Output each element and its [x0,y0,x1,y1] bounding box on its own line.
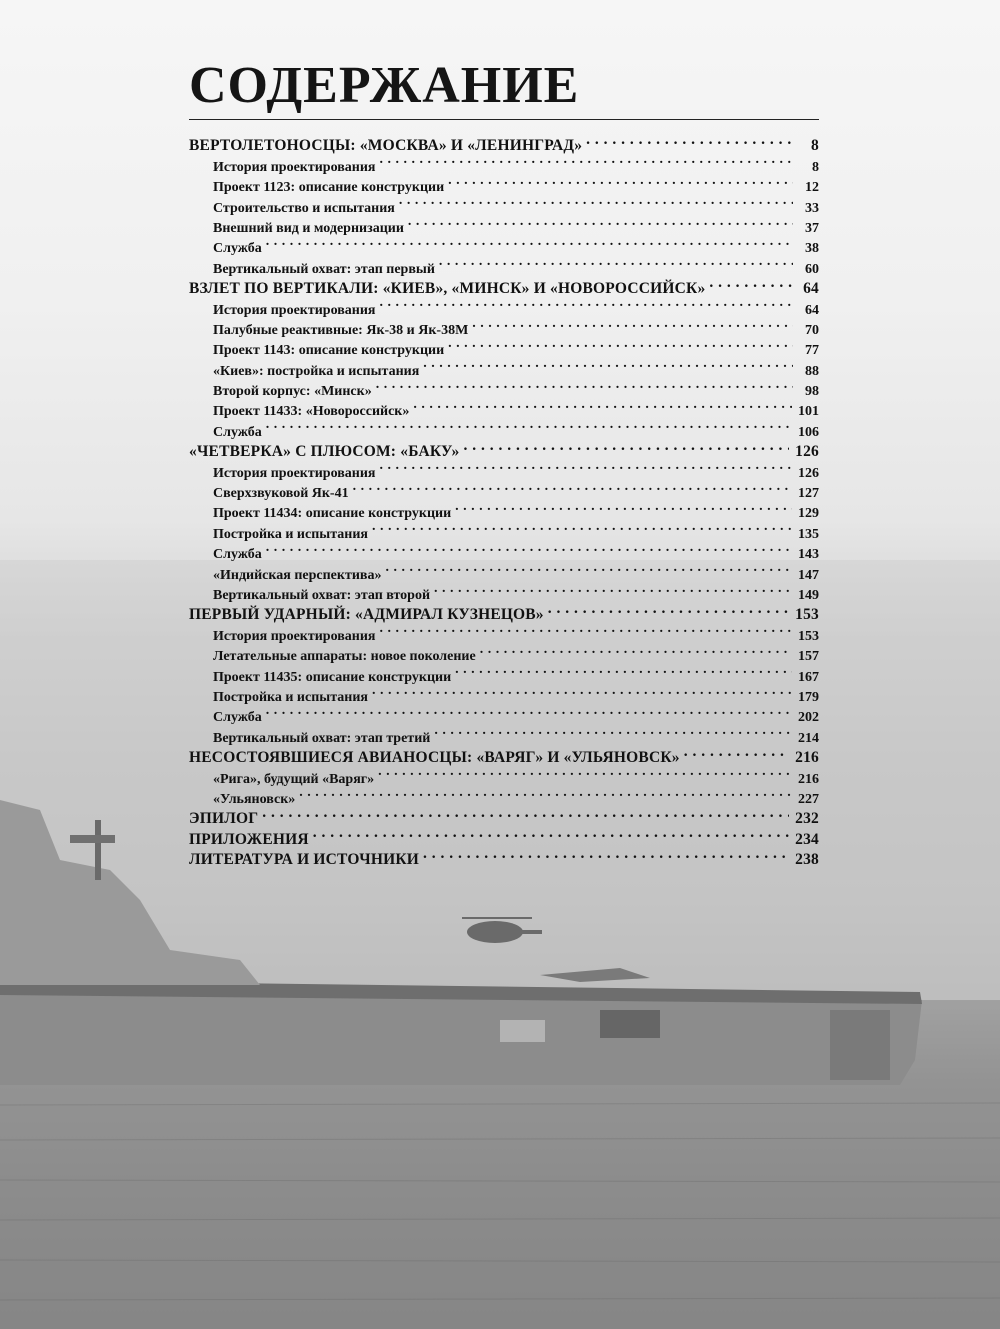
toc-entry-label: Сверхзвуковой Як-41 [213,486,349,502]
toc-entry-page-number: 126 [795,443,819,461]
toc-entry-page-number: 153 [795,606,819,624]
toc-dot-leader [266,701,792,721]
toc-entry-label: Проект 1123: описание конструкции [213,180,445,196]
toc-dot-leader [372,681,792,701]
toc-entry-page-number: 126 [798,465,819,481]
toc-chapter-entry[interactable] [189,823,819,848]
toc-dot-leader [299,783,792,803]
toc-dot-leader [455,660,792,680]
toc-entry-page-number: 143 [798,547,819,563]
ship-lifeboat [500,1020,545,1042]
toc-entry-label: История проектирования [213,302,376,318]
toc-entry-label: Служба [213,424,262,440]
toc-chapter-entry[interactable] [189,130,819,155]
toc-dot-leader [372,517,792,537]
toc-entry-page-number: 98 [805,384,819,400]
toc-entry-label: Служба [213,241,262,257]
toc-chapter-entry[interactable] [189,436,819,461]
toc-entry-label: Служба [213,710,262,726]
toc-entry-label: Постройка и испытания [213,689,368,705]
toc-entry-label: Палубные реактивные: Як-38 и Як-38М [213,322,469,338]
table-of-contents [189,56,819,869]
toc-entry-page-number: 8 [812,159,819,175]
toc-entry-page-number: 214 [798,730,819,746]
toc-dot-leader [434,721,792,741]
toc-section-entry[interactable] [189,558,819,583]
toc-entry-page-number: 70 [805,322,819,338]
ship-stern-block [830,1010,890,1080]
toc-entry-label: ВЕРТОЛЕТОНОСЦЫ: «МОСКВА» И «ЛЕНИНГРАД» [189,137,583,155]
ship-mast [95,820,101,880]
page-title: СОДЕРЖАНИЕ [189,57,580,114]
toc-entry-label: Строительство и испытания [213,200,395,216]
toc-entry-label: «Киев»: постройка и испытания [213,363,420,379]
toc-entry-label: Второй корпус: «Минск» [213,384,372,400]
toc-entry-label: ПЕРВЫЙ УДАРНЫЙ: «АДМИРАЛ КУЗНЕЦОВ» [189,606,544,624]
toc-entry-label: ПРИЛОЖЕНИЯ [189,830,309,848]
toc-dot-leader [385,558,792,578]
toc-entry-label: «Индийская перспектива» [213,567,382,583]
toc-entry-page-number: 149 [798,587,819,603]
toc-entry-page-number: 106 [798,424,819,440]
toc-entry-page-number: 157 [798,649,819,665]
toc-dot-leader [378,762,792,782]
toc-dot-leader [423,844,789,864]
toc-entry-label: История проектирования [213,465,376,481]
toc-entry-page-number: 33 [805,200,819,216]
toc-dot-leader [408,212,793,232]
toc-entry-label: Проект 1143: описание конструкции [213,343,445,359]
toc-entry-page-number: 60 [805,261,819,277]
toc-entry-page-number: 38 [805,241,819,257]
toc-dot-leader [262,803,789,823]
toc-dot-leader [313,823,789,843]
toc-entry-label: Вертикальный охват: этап второй [213,587,431,603]
title-rule [189,119,819,120]
toc-dot-leader [448,334,793,354]
toc-section-entry[interactable] [189,721,819,746]
toc-dot-leader [464,436,790,456]
toc-entry-page-number: 232 [795,810,819,828]
toc-dot-leader [266,232,793,252]
toc-entry-label: «Ульяновск» [213,791,296,807]
toc-entry-page-number: 234 [795,830,819,848]
toc-chapter-entry[interactable] [189,803,819,828]
toc-dot-leader [376,375,793,395]
toc-entry-page-number: 227 [798,791,819,807]
toc-entry-page-number: 88 [805,363,819,379]
toc-entry-page-number: 202 [798,710,819,726]
toc-entry-page-number: 101 [798,404,819,420]
toc-dot-leader [434,579,792,599]
toc-dot-leader [480,640,792,660]
toc-entry-label: ЭПИЛОГ [189,810,259,828]
toc-entry-page-number: 216 [798,771,819,787]
toc-dot-leader [380,150,793,170]
toc-section-entry[interactable] [189,232,819,257]
toc-entry-page-number: 77 [805,343,819,359]
toc-entry-label: История проектирования [213,628,376,644]
toc-entry-label: Летательные аппараты: новое поколение [213,649,476,665]
toc-dot-leader [266,415,792,435]
toc-entry-label: Внешний вид и модернизации [213,220,404,236]
toc-dot-leader [455,497,792,517]
toc-section-entry[interactable] [189,252,819,277]
toc-section-entry[interactable] [189,538,819,563]
toc-entry-label: Вертикальный охват: этап третий [213,730,431,746]
toc-section-entry[interactable] [189,701,819,726]
toc-entry-page-number: 64 [805,302,819,318]
toc-dot-leader [548,599,789,619]
toc-entry-label: Служба [213,547,262,563]
toc-entry-label: ЛИТЕРАТУРА И ИСТОЧНИКИ [189,851,420,869]
toc-entry-page-number: 127 [798,486,819,502]
toc-entry-label: Проект 11433: «Новороссийск» [213,404,410,420]
toc-entry-label: История проектирования [213,159,376,175]
toc-entry-label: «Рига», будущий «Варяг» [213,771,375,787]
toc-entry-label: Вертикальный охват: этап первый [213,261,435,277]
toc-entry-label: Проект 11434: описание конструкции [213,506,452,522]
toc-entry-page-number: 129 [798,506,819,522]
toc-dot-leader [413,395,792,415]
toc-dot-leader [684,742,789,762]
toc-dot-leader [380,456,792,476]
toc-entry-page-number: 8 [811,137,819,155]
toc-entry-page-number: 135 [798,526,819,542]
toc-entry-page-number: 64 [803,280,819,298]
toc-entry-page-number: 12 [805,180,819,196]
toc-dot-leader [448,171,793,191]
toc-dot-leader [399,191,793,211]
toc-section-entry[interactable] [189,415,819,440]
toc-dot-leader [380,293,793,313]
toc-dot-leader [472,314,793,334]
toc-dot-leader [380,619,792,639]
toc-entry-page-number: 153 [798,628,819,644]
ship-radar [70,835,115,843]
toc-entry-page-number: 147 [798,567,819,583]
toc-entry-page-number: 37 [805,220,819,236]
toc-dot-leader [709,273,793,293]
toc-entry-label: ВЗЛЕТ ПО ВЕРТИКАЛИ: «КИЕВ», «МИНСК» И «НОВОРОССИЙСК» [189,280,706,298]
toc-entry-page-number: 216 [795,749,819,767]
toc-entry-label: Постройка и испытания [213,526,368,542]
toc-dot-leader [423,354,793,374]
toc-dot-leader [439,252,793,272]
toc-dot-leader [586,130,793,150]
toc-list [189,130,819,869]
toc-dot-leader [353,477,792,497]
toc-entry-label: НЕСОСТОЯВШИЕСЯ АВИАНОСЦЫ: «ВАРЯГ» И «УЛЬЯНОВСК» [189,749,680,767]
toc-entry-page-number: 238 [795,851,819,869]
toc-dot-leader [266,538,792,558]
ship-hangar-opening [600,1010,660,1038]
toc-entry-label: «ЧЕТВЕРКА» С ПЛЮСОМ: «БАКУ» [189,443,460,461]
toc-entry-page-number: 179 [798,689,819,705]
toc-entry-label: Проект 11435: описание конструкции [213,669,452,685]
toc-entry-page-number: 167 [798,669,819,685]
